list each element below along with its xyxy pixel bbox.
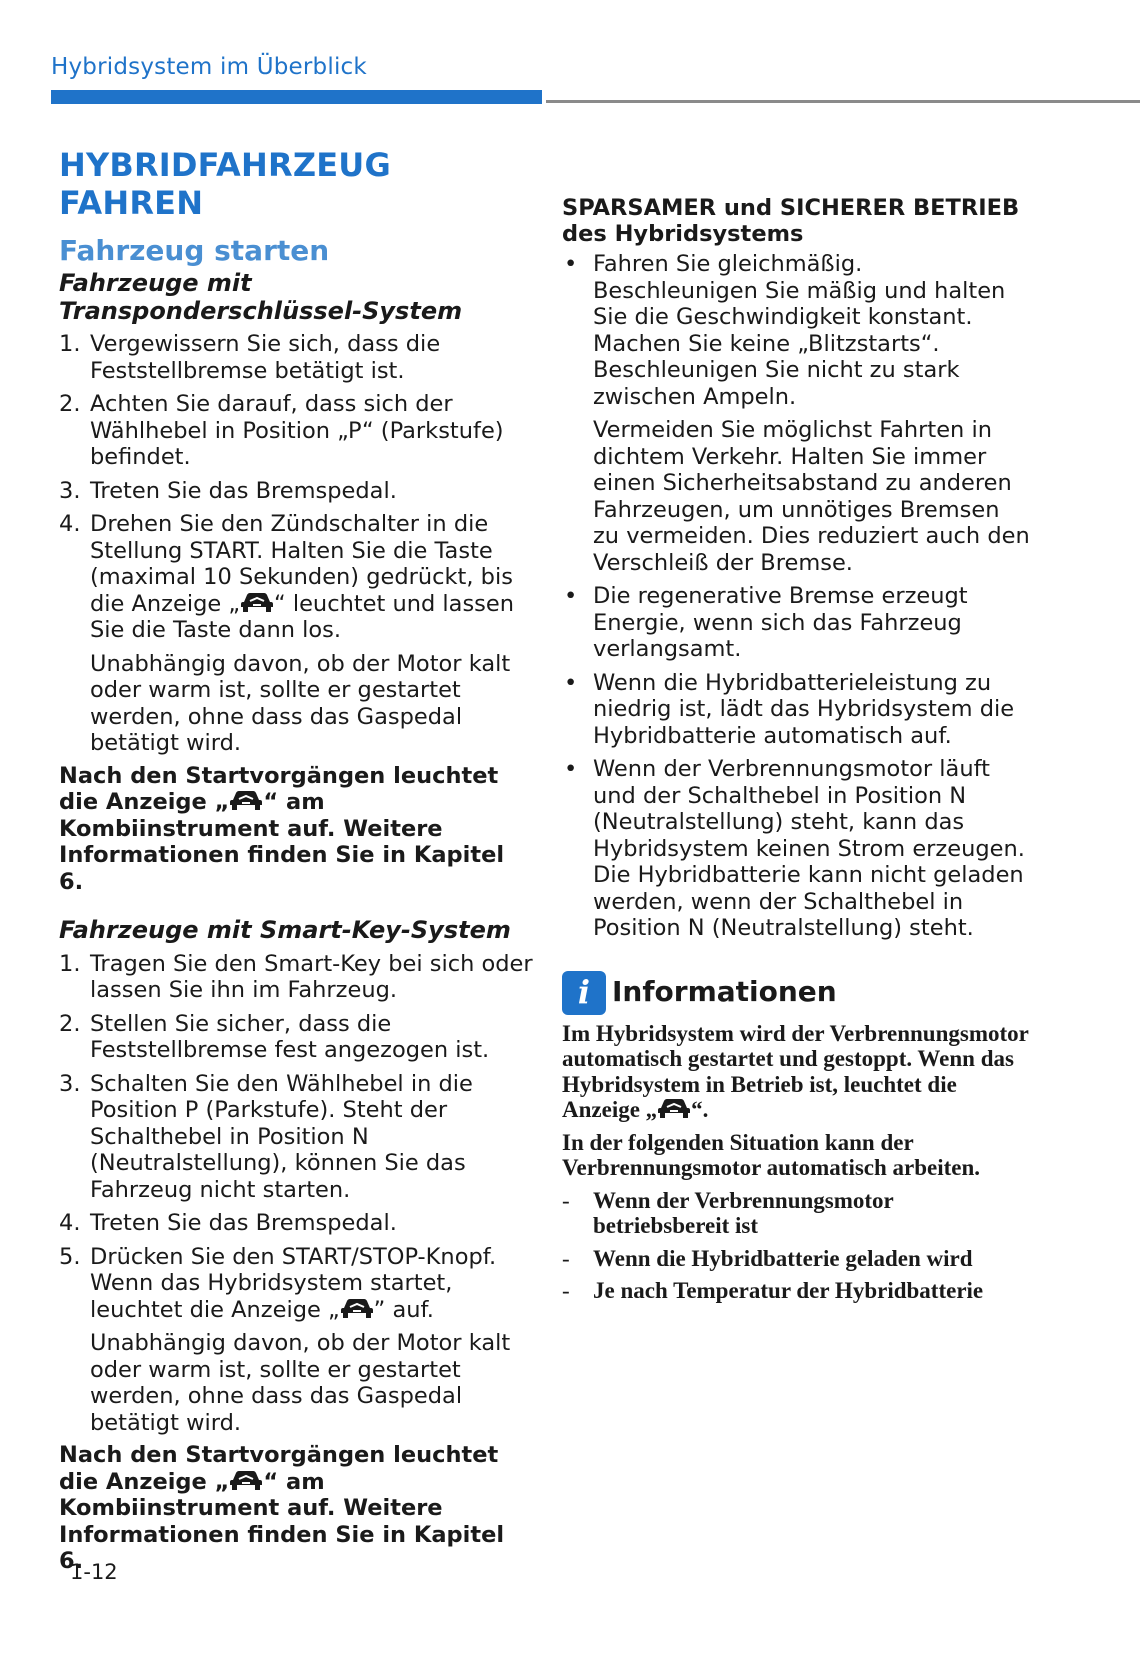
step-number: 4. bbox=[59, 1210, 81, 1236]
car-ready-icon bbox=[240, 591, 274, 613]
list-item bbox=[562, 1246, 1032, 1272]
section-header-title: Hybridsystem im Überblick bbox=[51, 54, 367, 80]
step-number: 4. bbox=[59, 511, 81, 537]
section-subtitle: Fahrzeug starten bbox=[59, 234, 330, 267]
dash-item-text: Je nach Temperatur der Hybridbatterie bbox=[593, 1278, 984, 1303]
info-box-body bbox=[562, 1021, 1032, 1304]
transponder-steps bbox=[59, 331, 534, 644]
list-item bbox=[59, 391, 534, 471]
note-text-before: Nach den Startvorgängen leuchtet die Anzeige „ bbox=[59, 762, 499, 815]
page-number: 1-12 bbox=[70, 1560, 118, 1584]
step-number: 2. bbox=[59, 391, 81, 417]
step-text: Vergewissern Sie sich, dass die Feststellbremse betätigt ist. bbox=[90, 331, 441, 384]
info-text-after: “. bbox=[691, 1097, 709, 1122]
info-icon bbox=[562, 971, 606, 1015]
bullet-text: Wenn die Hybridbatterieleistung zu niedrig ist, lädt das Hybridsystem die Hybridbatterie automatisch auf. bbox=[593, 669, 1015, 749]
bullet-text: Die regenerative Bremse erzeugt Energie, wenn sich das Fahrzeug verlangsamt. bbox=[593, 583, 968, 662]
step-text: Treten Sie das Bremspedal. bbox=[90, 1210, 397, 1236]
list-item bbox=[562, 251, 1032, 576]
car-ready-icon bbox=[340, 1297, 374, 1319]
info-icon-letter: i bbox=[577, 973, 591, 1012]
smartkey-steps bbox=[59, 951, 534, 1324]
efficient-operation-heading: SPARSAMER und SICHERER BETRIEB des Hybridsystems bbox=[562, 195, 1020, 247]
step-text: Tragen Sie den Smart-Key bei sich oder lassen Sie ihn im Fahrzeug. bbox=[90, 950, 533, 1003]
note-text-after: “ am Kombiinstrument auf. Weitere Informationen finden Sie in Kapitel 6. bbox=[59, 1468, 505, 1574]
list-item bbox=[59, 331, 534, 384]
step-number: 3. bbox=[59, 1070, 81, 1097]
dash: - bbox=[562, 1278, 570, 1303]
list-item bbox=[562, 1278, 1032, 1304]
bullet-text: Wenn der Verbrennungsmotor läuft und der Schalthebel in Position N (Neutralstellung) steht, kann das Hybridsystem keinen Strom erzeugen. Die Hybridbatterie kann nicht geladen werden, wenn der Schalthebel in Position N (Neutralstellung) steht. bbox=[593, 756, 1025, 941]
step-text: Schalten Sie den Wählhebel in die Position P (Parkstufe). Steht der Schalthebel in Position N (Neutralstellung), können Sie das Fahrzeug nicht starten. bbox=[90, 1070, 473, 1203]
list-item bbox=[59, 511, 534, 644]
step-number: 2. bbox=[59, 1010, 81, 1037]
header-rule bbox=[546, 100, 1140, 103]
list-item bbox=[562, 1188, 1032, 1239]
transponder-heading: Fahrzeuge mit Transponderschlüssel-System bbox=[59, 269, 463, 325]
dash-item-text: Wenn die Hybridbatterie geladen wird bbox=[593, 1245, 973, 1271]
list-item bbox=[59, 1210, 534, 1237]
step-number: 5. bbox=[59, 1243, 81, 1270]
list-item bbox=[59, 1071, 534, 1204]
bullet-text: Fahren Sie gleichmäßig. Beschleunigen Sie mäßig und halten Sie die Geschwindigkeit konstant. Machen Sie keine „Blitzstarts“. Beschleunigen Sie nicht zu stark zwischen Ampeln. bbox=[593, 251, 1006, 410]
info-title: Informationen bbox=[612, 975, 837, 1009]
smartkey-note bbox=[59, 1442, 534, 1575]
info-paragraph: In der folgenden Situation kann der Verbrennungsmotor automatisch arbeiten. bbox=[562, 1129, 981, 1180]
car-ready-icon bbox=[229, 1469, 263, 1491]
efficient-operation-list bbox=[562, 251, 1032, 942]
dash-item-text: Wenn der Verbrennungsmotor betriebsbereit ist bbox=[593, 1187, 894, 1238]
step-number: 3. bbox=[59, 477, 81, 504]
list-item bbox=[562, 756, 1032, 942]
transponder-note bbox=[59, 763, 534, 896]
info-text-before: Im Hybridsystem wird der Verbrennungsmotor automatisch gestartet und gestoppt. Wenn das Hybridsystem in Betrieb ist, leuchtet die Anzeige „ bbox=[562, 1020, 1029, 1122]
dash: - bbox=[562, 1187, 570, 1213]
step-text-before: Drücken Sie den START/STOP-Knopf. Wenn das Hybridsystem startet, leuchtet die Anzeige „ bbox=[90, 1243, 497, 1323]
info-box-header bbox=[562, 971, 1032, 1015]
list-item bbox=[59, 1244, 534, 1324]
left-column bbox=[59, 146, 534, 1575]
page-title: HYBRIDFAHRZEUG FAHREN bbox=[59, 146, 391, 222]
bullet: • bbox=[564, 669, 578, 696]
bullet: • bbox=[564, 756, 578, 782]
step-text-before: Drehen Sie den Zündschalter in die Stellung START. Halten Sie die Taste (maximal 10 Sekunden) gedrückt, bis die Anzeige „ bbox=[90, 511, 513, 617]
bullet-extra-text: Vermeiden Sie möglichst Fahrten in dichtem Verkehr. Halten Sie immer einen Sicherheitsabstand zu anderen Fahrzeugen, um unnötiges Bremsen zu vermeiden. Dies reduziert auch den Verschleiß der Bremse. bbox=[593, 417, 1030, 576]
step-number: 1. bbox=[59, 950, 81, 977]
list-item bbox=[562, 583, 1032, 663]
right-column bbox=[562, 195, 1032, 1311]
step-extra-text: Unabhängig davon, ob der Motor kalt oder warm ist, sollte er gestartet werden, ohne dass das Gaspedal betätigt wird. bbox=[90, 650, 511, 756]
step-number: 1. bbox=[59, 331, 81, 357]
step-text: Treten Sie das Bremspedal. bbox=[90, 477, 397, 504]
bullet: • bbox=[564, 583, 578, 609]
info-paragraph bbox=[562, 1021, 1032, 1123]
list-item bbox=[59, 1011, 534, 1064]
header-accent-bar bbox=[51, 90, 542, 104]
bullet: • bbox=[564, 251, 578, 277]
list-item bbox=[59, 478, 534, 505]
smartkey-heading: Fahrzeuge mit Smart-Key-System bbox=[59, 916, 511, 944]
step-text: Stellen Sie sicher, dass die Feststellbremse fest angezogen ist. bbox=[90, 1010, 490, 1063]
car-ready-icon bbox=[657, 1097, 691, 1119]
step-text-after: ” auf. bbox=[373, 1296, 434, 1323]
info-dash-list bbox=[562, 1188, 1032, 1304]
dash: - bbox=[562, 1245, 570, 1271]
note-text-before: Nach den Startvorgängen leuchtet die Anzeige „ bbox=[59, 1442, 499, 1495]
list-item bbox=[562, 670, 1032, 750]
step-text-after: “ leuchtet und lassen Sie die Taste dann los. bbox=[90, 590, 515, 643]
car-ready-icon bbox=[229, 789, 263, 811]
step-extra-text: Unabhängig davon, ob der Motor kalt oder warm ist, sollte er gestartet werden, ohne dass das Gaspedal betätigt wird. bbox=[90, 1330, 511, 1436]
step-text: Achten Sie darauf, dass sich der Wählhebel in Position „P“ (Parkstufe) befindet. bbox=[90, 391, 504, 470]
note-text-after: “ am Kombiinstrument auf. Weitere Informationen finden Sie in Kapitel 6. bbox=[59, 789, 505, 895]
list-item bbox=[59, 951, 534, 1004]
